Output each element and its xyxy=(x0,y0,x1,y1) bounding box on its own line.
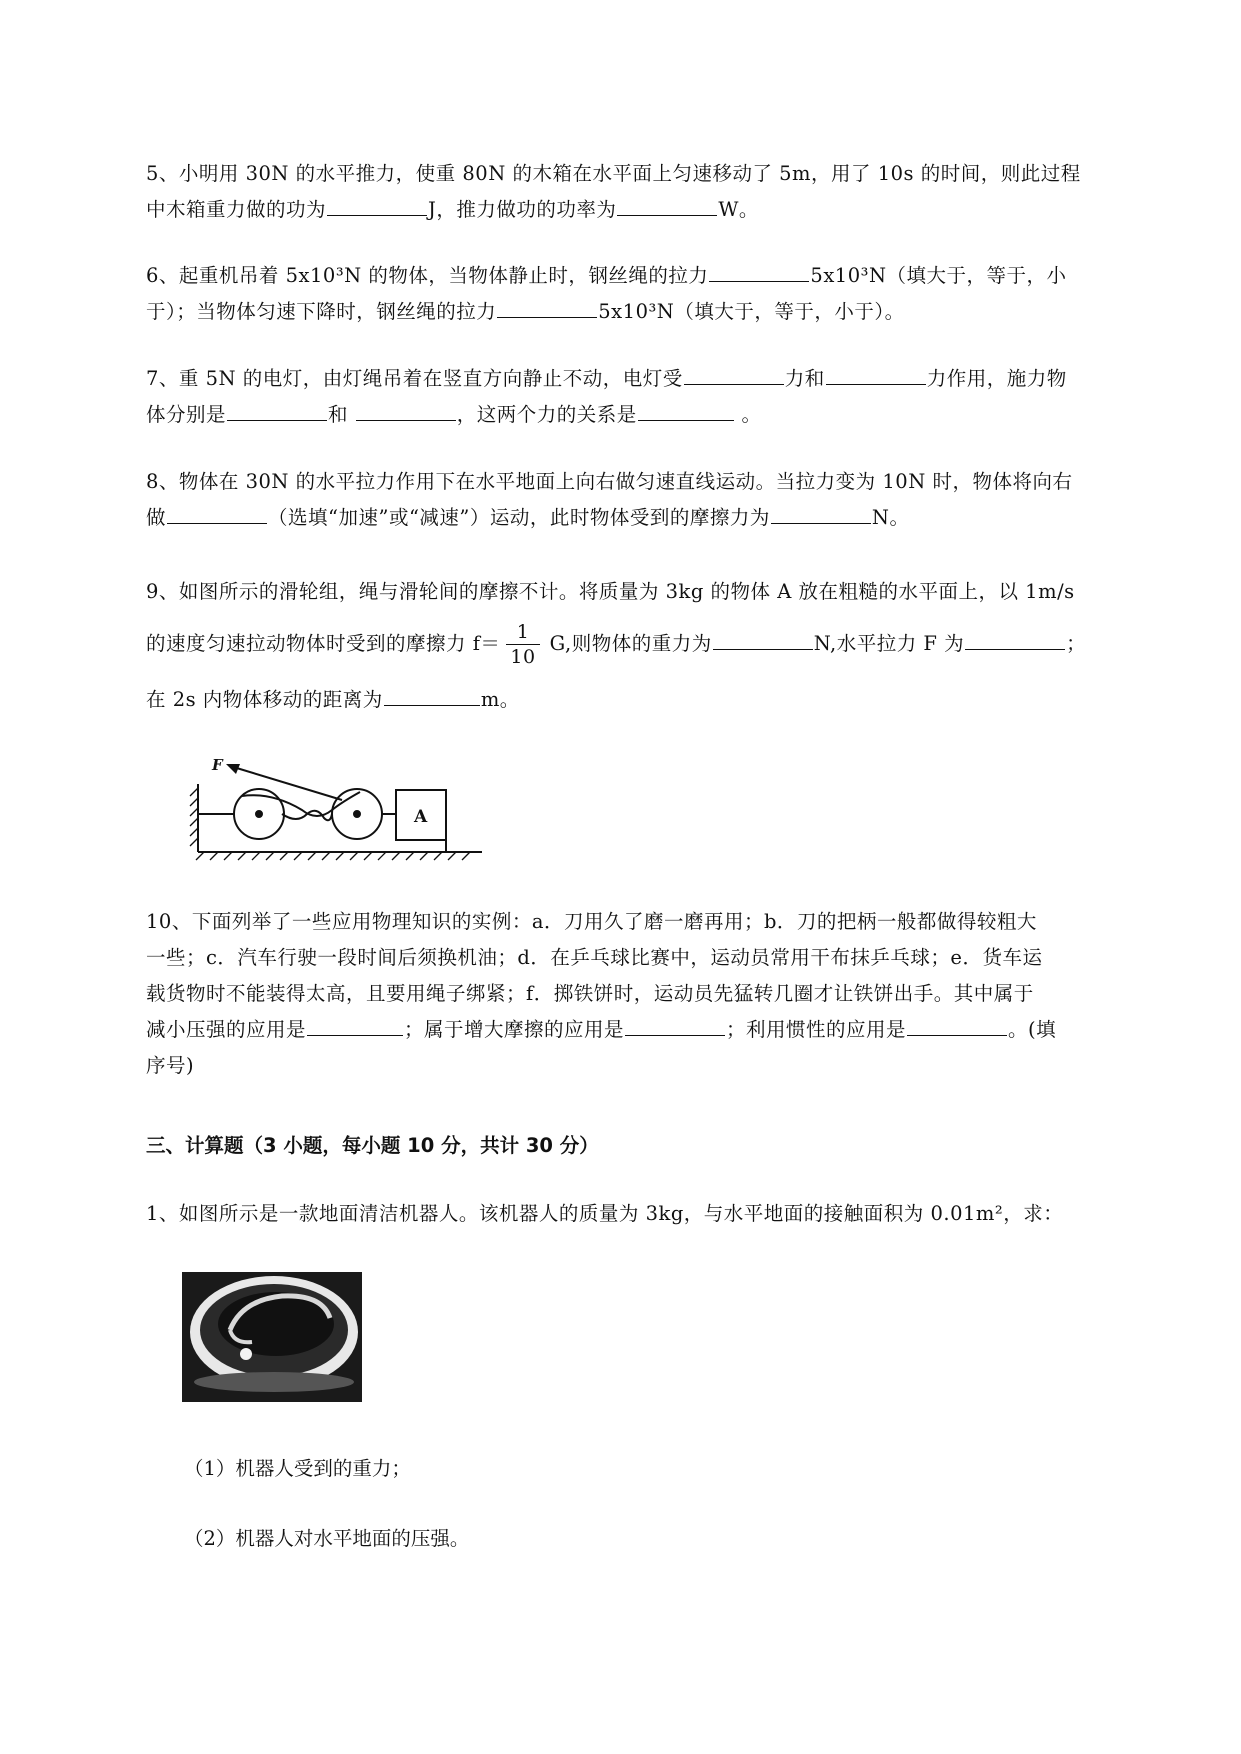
answer-blank[interactable] xyxy=(771,501,871,524)
answer-blank[interactable] xyxy=(497,295,597,318)
fraction-denominator: 10 xyxy=(510,646,536,668)
q6-text: 5x10³N（填大于，等于，小于）。 xyxy=(598,300,905,323)
q8-text: （选填“加速”或“减速”）运动，此时物体受到的摩擦力为 xyxy=(268,506,770,529)
answer-blank[interactable] xyxy=(907,1013,1007,1036)
c1-subquestion-1: （1）机器人受到的重力； xyxy=(184,1457,411,1480)
q10-line5: 序号) xyxy=(146,1054,195,1077)
answer-blank[interactable] xyxy=(617,193,717,216)
q7-text: 力作用，施力物 xyxy=(926,367,1067,390)
q9-text: 在 2s 内物体移动的距离为 xyxy=(146,688,383,711)
answer-blank[interactable] xyxy=(709,259,809,282)
q7-text: 7、重 5N 的电灯，由灯绳吊着在竖直方向静止不动，电灯受 xyxy=(146,367,683,390)
q6-text: 5x10³N（填大于，等于，小 xyxy=(810,264,1067,287)
answer-blank[interactable] xyxy=(625,1013,725,1036)
fraction-1-10 xyxy=(506,620,539,669)
q10-text: 减小压强的应用是 xyxy=(146,1018,307,1041)
force-label: F xyxy=(212,756,223,774)
answer-blank[interactable] xyxy=(227,398,327,421)
q8-text: N。 xyxy=(871,506,910,529)
answer-blank[interactable] xyxy=(307,1013,403,1036)
q9-text: ； xyxy=(1066,632,1087,655)
q7-line2 xyxy=(146,397,1156,433)
q8-line2 xyxy=(146,500,1156,536)
answer-blank[interactable] xyxy=(638,398,734,421)
question-9-line3 xyxy=(146,682,1156,718)
question-7 xyxy=(146,361,1156,433)
calc-question-1 xyxy=(146,1196,1156,1232)
pulley-system-figure xyxy=(182,752,492,862)
question-9-line2 xyxy=(146,620,1156,669)
q6-text: 于）；当物体匀速下降时，钢丝绳的拉力 xyxy=(146,300,497,323)
q7-text: 力和 xyxy=(784,367,825,390)
q8-text: 做 xyxy=(146,506,167,529)
answer-blank[interactable] xyxy=(826,362,926,385)
q6-text: 6、起重机吊着 5x10³N 的物体，当物体静止时，钢丝绳的拉力 xyxy=(146,264,709,287)
q9-text: N,水平拉力 F 为 xyxy=(813,632,965,655)
q7-text: 。 xyxy=(741,403,762,426)
question-8 xyxy=(146,464,1156,536)
q10-text: ；利用惯性的应用是 xyxy=(726,1018,907,1041)
cleaning-robot-image xyxy=(182,1272,362,1402)
q7-text: 和 xyxy=(328,403,349,426)
q10-line2: 一些；c．汽车行驶一段时间后须换机油；d．在乒乓球比赛中，运动员常用干布抹乒乓球；e．货车运 xyxy=(146,946,1043,969)
q5-text: J，推力做功的功率为 xyxy=(428,198,617,221)
fraction-numerator: 1 xyxy=(516,621,530,643)
q9-text: 的速度匀速拉动物体时受到的摩擦力 f＝ xyxy=(146,632,501,655)
section-heading: 三、计算题（3 小题，每小题 10 分，共计 30 分） xyxy=(146,1134,599,1157)
c1-line1: 1、如图所示是一款地面清洁机器人。该机器人的质量为 3kg，与水平地面的接触面积为 0.01m²，求： xyxy=(146,1202,1064,1225)
q7-text: ，这两个力的关系是 xyxy=(456,403,637,426)
q7-line1 xyxy=(146,361,1156,397)
q8-line1: 8、物体在 30N 的水平拉力作用下在水平地面上向右做匀速直线运动。当拉力变为 10N 时，物体将向右 xyxy=(146,470,1073,493)
question-9 xyxy=(146,574,1156,610)
q10-line4 xyxy=(146,1012,1156,1048)
ground-hatching xyxy=(196,852,470,860)
q5-line2 xyxy=(146,192,1156,228)
q9-text: G,则物体的重力为 xyxy=(549,632,712,655)
answer-blank[interactable] xyxy=(167,501,267,524)
answer-blank[interactable] xyxy=(327,193,427,216)
wall-hatching xyxy=(190,788,198,846)
q10-line3: 载货物时不能装得太高，且要用绳子绑紧；f．掷铁饼时，运动员先猛转几圈才让铁饼出手。其中属于 xyxy=(146,982,1034,1005)
question-6 xyxy=(146,258,1156,330)
q10-line1: 10、下面列举了一些应用物理知识的实例：a．刀用久了磨一磨再用；b．刀的把柄一般都做得较粗大 xyxy=(146,910,1037,933)
q10-text: 。(填 xyxy=(1008,1018,1057,1041)
answer-blank[interactable] xyxy=(684,362,784,385)
question-10 xyxy=(146,904,1156,1084)
q9-line1: 9、如图所示的滑轮组，绳与滑轮间的摩擦不计。将质量为 3kg 的物体 A 放在粗糙的水平面上，以 1m/s xyxy=(146,580,1075,603)
q6-line1 xyxy=(146,258,1156,294)
q5-line1: 5、小明用 30N 的水平推力，使重 80N 的木箱在水平面上匀速移动了 5m，用了 10s 的时间，则此过程 xyxy=(146,162,1081,185)
answer-blank[interactable] xyxy=(384,683,480,706)
question-5 xyxy=(146,156,1156,228)
answer-blank[interactable] xyxy=(965,627,1065,650)
q6-line2 xyxy=(146,294,1156,330)
answer-blank[interactable] xyxy=(713,627,813,650)
force-arrow-head-icon xyxy=(226,764,240,774)
fixed-pulley-axle xyxy=(256,811,262,817)
block-label: A xyxy=(414,807,428,827)
q5-text: 中木箱重力做的功为 xyxy=(146,198,327,221)
q5-text: W。 xyxy=(718,198,759,221)
movable-pulley-axle xyxy=(354,811,360,817)
c1-subquestion-2: （2）机器人对水平地面的压强。 xyxy=(184,1527,470,1550)
q9-text: m。 xyxy=(480,688,520,711)
q10-text: ；属于增大摩擦的应用是 xyxy=(404,1018,625,1041)
answer-blank[interactable] xyxy=(356,398,456,421)
q7-text: 体分别是 xyxy=(146,403,227,426)
